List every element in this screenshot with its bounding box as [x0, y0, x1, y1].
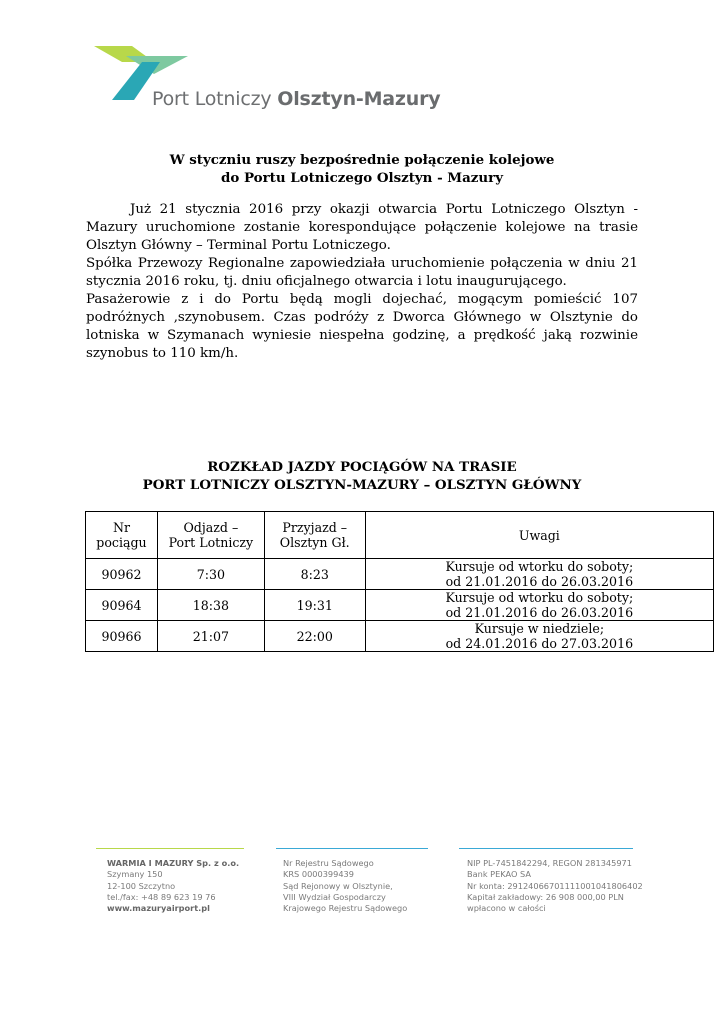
airport-logo	[92, 44, 441, 114]
bank-line: Nr konta: 29124066701111001041806402	[467, 880, 643, 891]
table-header-row	[86, 512, 714, 559]
header-train-number: Nr pociągu	[86, 512, 158, 559]
notes-cell: Kursuje od wtorku do soboty; od 21.01.2016 do 26.03.2016	[365, 590, 713, 621]
company-website-link[interactable]: www.mazuryairport.pl	[107, 903, 210, 914]
arrival-time: 22:00	[264, 621, 365, 652]
arrival-time: 19:31	[264, 590, 365, 621]
paragraph-1: Już 21 stycznia 2016 przy okazji otwarcia Portu Lotniczego Olsztyn - Mazury uruchomione zostanie korespondujące połączenie kolejowe na trasie Olsztyn Główny – Terminal Portu Lotniczego.	[86, 202, 638, 253]
table-row	[86, 559, 714, 590]
schedule-title	[86, 458, 638, 494]
bank-line: Kapitał zakładowy: 26 908 000,00 PLN	[467, 891, 624, 902]
schedule-table	[85, 511, 714, 652]
arrival-time: 8:23	[264, 559, 365, 590]
footer-divider-blue-2	[459, 848, 633, 849]
registry-line: KRS 0000399439	[283, 869, 354, 880]
header-departure: Odjazd – Port Lotniczy	[157, 512, 264, 559]
departure-time: 21:07	[157, 621, 264, 652]
registry-line: Nr Rejestru Sądowego	[283, 858, 374, 868]
footer-divider-green	[96, 848, 244, 849]
paragraph-3: Pasażerowie z i do Portu będą mogli dojechać, mogącym pomieścić 107 podróżnych ‚szynobusem. Czas podróży z Dworca Głównego w Olsztynie do lotniska w Szymanach wyniesie niespełna godzinę, a prędkość jaką rozwinie szynobus to 110 km/h.	[86, 292, 638, 361]
table-row	[86, 621, 714, 652]
company-name: WARMIA I MAZURY Sp. z o.o.	[107, 858, 240, 868]
footer-divider-blue-1	[276, 848, 428, 849]
registry-line: VIII Wydział Gospodarczy	[283, 891, 386, 902]
footer-company-info	[107, 858, 239, 914]
notes-cell: Kursuje od wtorku do soboty; od 21.01.2016 do 26.03.2016	[365, 559, 713, 590]
notes-cell: Kursuje w niedziele; od 24.01.2016 do 27.03.2016	[365, 621, 713, 652]
headline	[86, 151, 638, 187]
article-body	[86, 201, 638, 363]
company-phone: tel./fax: +48 89 623 19 76	[107, 891, 216, 902]
departure-time: 18:38	[157, 590, 264, 621]
train-number: 90966	[86, 621, 158, 652]
train-number: 90964	[86, 590, 158, 621]
bank-line: Bank PEKAO SA	[467, 869, 531, 880]
footer-registry-info	[283, 858, 407, 914]
headline-line-2: do Portu Lotniczego Olsztyn - Mazury	[221, 170, 503, 186]
bank-line: NIP PL-7451842294, REGON 281345971	[467, 858, 632, 868]
schedule-title-line-1: ROZKŁAD JAZDY POCIĄGÓW NA TRASIE	[207, 459, 517, 475]
train-number: 90962	[86, 559, 158, 590]
departure-time: 7:30	[157, 559, 264, 590]
schedule-title-line-2: PORT LOTNICZY OLSZTYN-MAZURY – OLSZTYN GŁÓWNY	[142, 477, 582, 493]
registry-line: Sąd Rejonowy w Olsztynie,	[283, 880, 393, 891]
company-city: 12-100 Szczytno	[107, 880, 176, 891]
header-notes: Uwagi	[365, 512, 713, 559]
bank-line: wpłacono w całości	[467, 903, 546, 914]
headline-line-1: W styczniu ruszy bezpośrednie połączenie kolejowe	[169, 152, 555, 168]
company-street: Szymany 150	[107, 869, 163, 880]
table-row	[86, 590, 714, 621]
registry-line: Krajowego Rejestru Sądowego	[283, 903, 408, 914]
paragraph-2: Spółka Przewozy Regionalne zapowiedziała uruchomienie połączenia w dniu 21 stycznia 2016 roku, tj. dniu oficjalnego otwarcia i lotu inaugurującego.	[86, 256, 638, 289]
header-arrival: Przyjazd – Olsztyn Gł.	[264, 512, 365, 559]
logo-wordmark: Port Lotniczy Olsztyn-Mazury	[152, 88, 441, 110]
footer-bank-info	[467, 858, 643, 914]
